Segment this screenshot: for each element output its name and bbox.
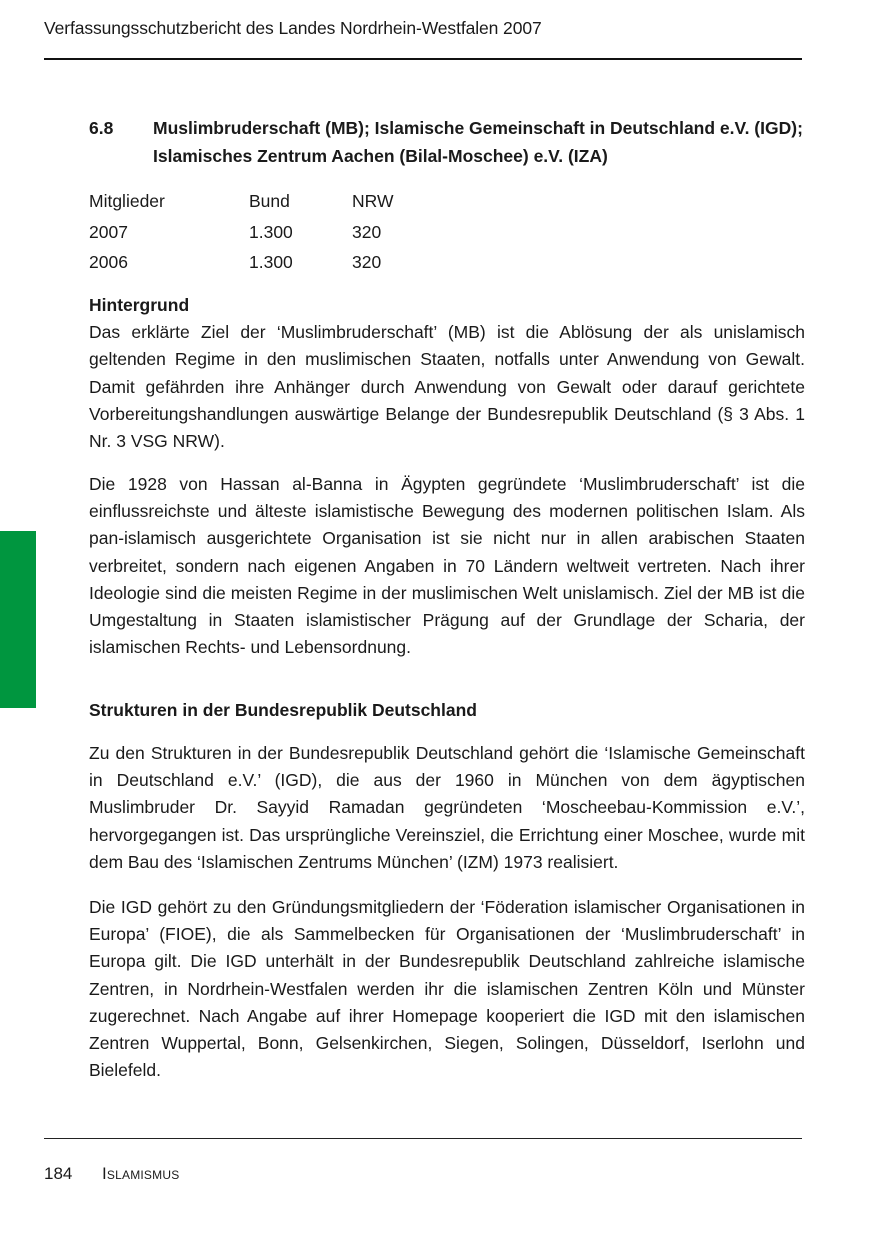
structures-section-body [89,740,805,876]
footer-rule [44,1138,802,1139]
members-table-row [89,247,432,278]
paragraph: Die IGD gehört zu den Gründungsmitgliedern der ‘Föderation islamischer Organisationen in Europa’ (FIOE), die als Sammelbecken für Organisationen der ‘Muslimbruderschaft’ in Europa gilt. Die IGD unterhält in der Bundesrepublik Deutschland zahlreiche islamische Zentren, in Nordrhein-Westfalen werden ihr die islamischen Zentren Köln und Münster zugerechnet. Nach Angabe auf ihrer Homepage kooperiert die IGD mit den islamischen Zentren Wuppertal, Bonn, Gelsenkirchen, Siegen, Solingen, Düsseldorf, Iserlohn und Bielefeld. [89,897,805,1081]
chapter-color-tab [0,531,36,708]
section-heading [89,114,809,170]
structures-section-body-2 [89,894,805,1084]
structures-heading: Strukturen in der Bundesrepublik Deutschland [89,700,477,720]
header-cell: Bund [249,191,290,211]
background-section-cont [89,471,805,661]
nrw-cell: 320 [352,221,382,242]
background-heading: Hintergrund [89,295,190,315]
nrw-cell: 320 [352,252,382,272]
header-cell: NRW [352,191,394,211]
paragraph: Die 1928 von Hassan al-Banna in Ägypten gegründete ‘Muslimbruderschaft’ ist die einflussreichste und älteste islamistische Bewegung des modernen politischen Islam. Als pan-islamisch ausgerichtete Organisation ist sie nicht nur in allen arabischen Staaten verbreitet, sondern nach eigenen Angaben in 70 Ländern weltweit vertreten. Nach ihrer Ideologie sind die meisten Regime in der muslimischen Welt unislamisch. Ziel der MB ist die Umgestaltung in Staaten islamistischer Prägung auf der Grundlage der Scharia, der islamischen Rechts- und Lebensordnung. [89,474,805,658]
header-cell: Mitglieder [89,191,165,211]
members-table-row [89,217,432,248]
running-head: Verfassungsschutzbericht des Landes Nordrhein-Westfalen 2007 [44,18,542,38]
paragraph: Das erklärte Ziel der ‘Muslimbruderschaft’ (MB) ist die Ablösung der als unislamisch geltenden Regime in den muslimischen Staaten, notfalls unter Anwendung von Gewalt. Damit gefährden ihre Anhänger durch Anwendung von Gewalt oder darauf gerichtete Vorbereitungshandlungen auswärtige Belange der Bundesrepublik Deutschland (§ 3 Abs. 1 Nr. 3 VSG NRW). [89,322,805,452]
bund-cell: 1.300 [249,252,293,272]
bund-cell: 1.300 [249,221,293,242]
header-rule [44,58,802,60]
paragraph: Zu den Strukturen in der Bundesrepublik Deutschland gehört die ‘Islamische Gemeinschaft in Deutschland e.V.’ (IGD), die aus der 1960 in München von dem ägyptischen Muslimbruder Dr. Sayyid Ramadan gegründeten ‘Moscheebau-Kommission e.V.’, hervorgegangen ist. Das ursprüngliche Vereinsziel, die Errichtung einer Moschee, wurde mit dem Bau des ‘Islamischen Zentrums München’ (IZM) 1973 realisiert. [89,743,805,872]
members-table-header [89,186,432,217]
section-title: Muslimbruderschaft (MB); Islamische Gemeinschaft in Deutschland e.V. (IGD); Islamisches Zentrum Aachen (Bilal-Moschee) e.V. (IZA) [153,118,803,166]
page-number: 184 [44,1164,73,1183]
year-cell: 2006 [89,252,128,272]
chapter-name: Islamismus [102,1164,180,1183]
members-table [89,186,432,278]
page-footer [44,1164,179,1184]
section-number: 6.8 [89,118,114,138]
structures-section [89,697,805,724]
year-cell: 2007 [89,221,128,242]
background-section [89,292,805,455]
